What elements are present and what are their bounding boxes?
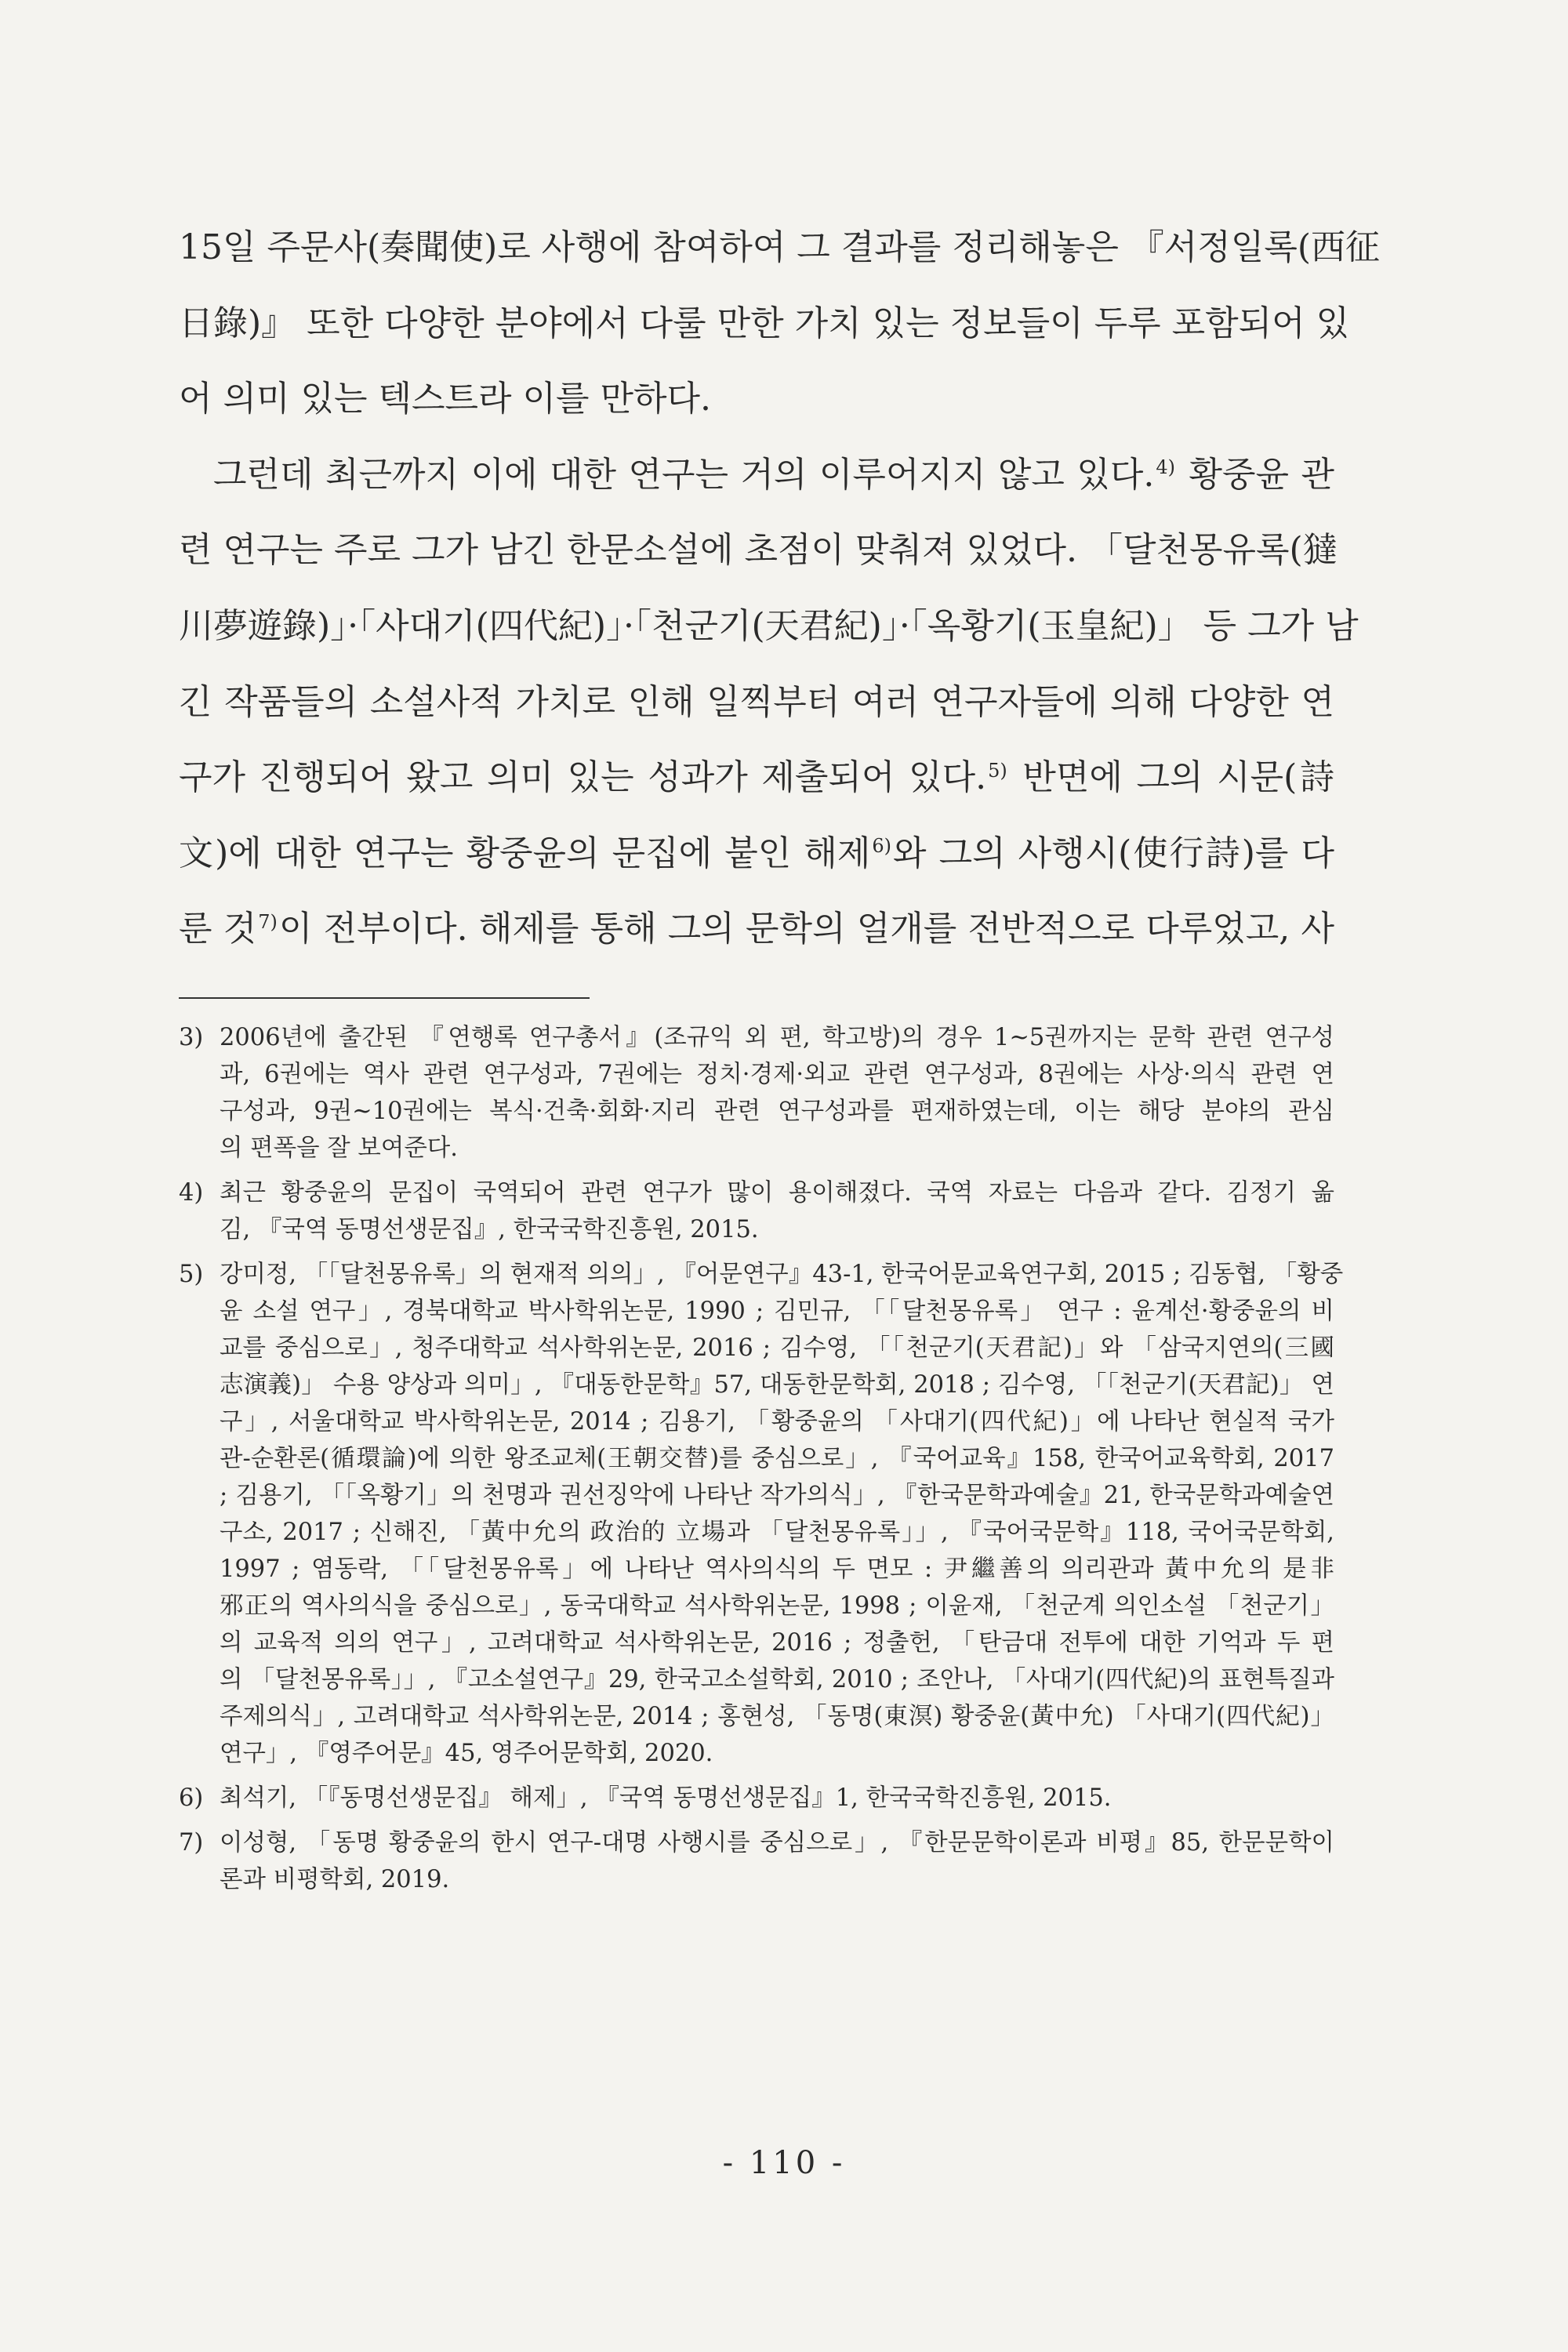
footnote-line: 주제의식」, 고려대학교 석사학위논문, 2014 ; 홍현성, 「동명(東溟) 황중윤(黃中允) 「사대기(四代紀)」 [220,1703,1334,1730]
footnote-line: 론과 비평학회, 2019. [220,1866,450,1893]
text-line: 川夢遊錄)」·「사대기(四代紀)」·「천군기(天君紀)」·「옥황기(玉皇紀)」 등 그가 남 [179,605,1359,646]
paragraph-1 [179,210,1380,437]
footnote-6 [179,1780,1334,1817]
text-line: 文)에 대한 연구는 황중윤의 문집에 붙인 해제$^{6)}$와 그의 사행시(使行詩)를 다 [179,833,1334,873]
footnote-3 [179,1019,1334,1167]
footnote-line: 1997 ; 염동락, 「「달천몽유록」에 나타난 역사의식의 두 면모 : 尹繼善의 의리관과 黃中允의 是非 [220,1555,1334,1583]
footnote-number: 6) [179,1784,204,1812]
footnote-line: 최석기, 「『동명선생문집』 해제」, 『국역 동명선생문집』1, 한국국학진흥원, 2015. [220,1784,1112,1812]
footnote-number: 3) [179,1024,204,1051]
footnote-line: 교를 중심으로」, 청주대학교 석사학위논문, 2016 ; 김수영, 「「천군기(天君記)」와 「삼국지연의(三國 [220,1334,1334,1362]
main-text [179,210,1380,967]
page-number: - 110 - [722,2145,846,2181]
footnote-line: 2006년에 출간된 『연행록 연구총서』(조규익 외 편, 학고방)의 경우 1~5권까지는 문학 관련 연구성 [220,1024,1334,1051]
footnote-line: 이성형, 「동명 황중윤의 한시 연구-대명 사행시를 중심으로」, 『한문문학이론과 비평』85, 한문문학이 [220,1829,1334,1857]
footnote-ref[interactable]: 6) [872,835,891,858]
footnote-line: 邪正의 역사의식을 중심으로」, 동국대학교 석사학위논문, 1998 ; 이윤재, 「천군계 의인소설 「천군기」 [220,1592,1334,1620]
footnote-line: 구성과, 9권~10권에는 복식·건축·회화·지리 관련 연구성과를 편재하였는데, 이는 해당 분야의 관심 [220,1098,1334,1125]
footnotes [179,1019,1344,1906]
footnote-line: ; 김용기, 「「옥황기」의 천명과 권선징악에 나타난 작가의식」, 『한국문학과예술』21, 한국문학과예술연 [220,1482,1334,1509]
text-line: 15일 주문사(奏聞使)로 사행에 참여하여 그 결과를 정리해놓은 『서정일록(西征 [179,227,1380,267]
footnote-line: 과, 6권에는 역사 관련 연구성과, 7권에는 정치·경제·외교 관련 연구성과, 8권에는 사상·의식 관련 연 [220,1061,1334,1088]
footnote-line: 최근 황중윤의 문집이 국역되어 관련 연구가 많이 용이해졌다. 국역 자료는 다음과 같다. 김정기 옮 [220,1179,1334,1207]
footnote-line: 志演義)」 수용 양상과 의미」, 『대동한문학』57, 대동한문학회, 2018 ; 김수영, 「「천군기(天君記)」 연 [220,1371,1334,1399]
footnote-line: 의 편폭을 잘 보여준다. [220,1134,458,1162]
text-line: 어 의미 있는 텍스트라 이를 만하다. [179,379,711,419]
footnote-4 [179,1174,1334,1248]
paragraph-2 [179,437,1359,967]
footnote-5 [179,1256,1344,1772]
text-line: 日錄)』 또한 다양한 분야에서 다룰 만한 가치 있는 정보들이 두루 포함되어 있 [179,303,1350,343]
footnote-number: 7) [179,1829,204,1857]
footnote-ref[interactable]: 7) [258,910,278,933]
footnote-7 [179,1824,1334,1898]
footnote-line: 김, 『국역 동명선생문집』, 한국국학진흥원, 2015. [220,1216,759,1243]
footnote-line: 관-순환론(循環論)에 의한 왕조교체(王朝交替)를 중심으로」, 『국어교육』158, 한국어교육학회, 2017 [220,1445,1334,1472]
footnote-number: 4) [179,1179,204,1207]
text-line: 련 연구는 주로 그가 남긴 한문소설에 초점이 맞춰져 있었다. 「달천몽유록(㺚 [179,530,1338,571]
footnote-line: 윤 소설 연구」, 경북대학교 박사학위논문, 1990 ; 김민규, 「「달천몽유록」 연구 : 윤계선·황중윤의 비 [220,1298,1334,1325]
footnote-number: 5) [179,1261,204,1288]
footnote-line: 의 「달천몽유록」」, 『고소설연구』29, 한국고소설학회, 2010 ; 조안나, 「사대기(四代紀)의 표현특질과 [220,1666,1334,1693]
footnote-line: 의 교육적 의의 연구」, 고려대학교 석사학위논문, 2016 ; 정출헌, 「탄금대 전투에 대한 기억과 두 편 [220,1629,1334,1657]
footnote-divider [179,997,590,999]
footnote-line: 구소, 2017 ; 신해진, 「黃中允의 政治的 立場과 「달천몽유록」」, 『국어국문학』118, 국어국문학회, [220,1519,1334,1546]
footnote-line: 강미정, 「「달천몽유록」의 현재적 의의」, 『어문연구』43-1, 한국어문교육연구회, 2015 ; 김동협, 「황중 [220,1261,1344,1288]
footnote-line: 구」, 서울대학교 박사학위논문, 2014 ; 김용기, 「황중윤의 「사대기(四代紀)」에 나타난 현실적 국가 [220,1408,1334,1436]
text-line: 긴 작품들의 소설사적 가치로 인해 일찍부터 여러 연구자들에 의해 다양한 연 [179,681,1334,722]
footnote-ref[interactable]: 4) [1156,456,1176,479]
text-line: 구가 진행되어 왔고 의미 있는 성과가 제출되어 있다.$^{5)}$ 반면에 그의 시문(詩 [179,757,1334,798]
text-line: 그런데 최근까지 이에 대한 연구는 거의 이루어지지 않고 있다.$^{4)}$ 황중윤 관 [213,454,1334,495]
text-line: 룬 것$^{7)}$이 전부이다. 해제를 통해 그의 문학의 얼개를 전반적으로 다루었고, 사 [179,909,1334,949]
footnote-line: 연구」, 『영주어문』45, 영주어문학회, 2020. [220,1740,713,1767]
footnote-ref[interactable]: 5) [988,759,1007,782]
